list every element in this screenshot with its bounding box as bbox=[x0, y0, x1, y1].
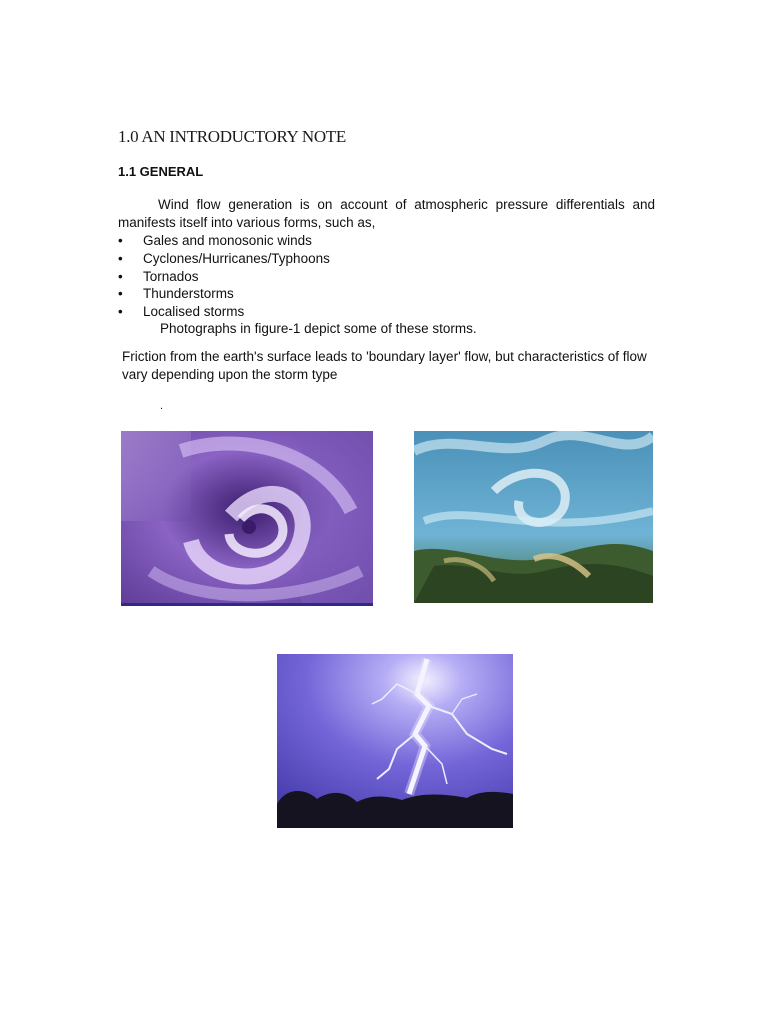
storm-over-land-satellite-photo-icon bbox=[414, 431, 653, 603]
list-item bbox=[118, 232, 330, 250]
cyclone-satellite-photo-icon bbox=[121, 431, 373, 606]
list-item bbox=[118, 250, 330, 268]
list-item bbox=[118, 303, 330, 321]
intro-paragraph: Wind flow generation is on account of atmospheric pressure differentials and manifests itself into various forms, such as, bbox=[118, 197, 655, 230]
storm-over-land-photo bbox=[414, 431, 653, 603]
bullet-icon: • bbox=[118, 250, 123, 266]
section-heading: 1.0 AN INTRODUCTORY NOTE bbox=[118, 127, 346, 146]
storm-types-list bbox=[118, 232, 330, 321]
list-item-text: Cyclones/Hurricanes/Typhoons bbox=[143, 250, 330, 266]
list-item-text: Gales and monosonic winds bbox=[143, 233, 312, 248]
subsection-heading: 1.1 GENERAL bbox=[118, 164, 204, 179]
bullet-icon: • bbox=[118, 233, 123, 248]
list-item bbox=[118, 268, 330, 286]
bullet-icon: • bbox=[118, 286, 123, 302]
list-item-text: Thunderstorms bbox=[143, 286, 234, 302]
bullet-icon: • bbox=[118, 304, 123, 320]
lightning-strike-photo-icon bbox=[277, 654, 513, 828]
bullet-icon: • bbox=[118, 268, 123, 284]
friction-paragraph: Friction from the earth's surface leads to 'boundary layer' flow, but characteristics of flow vary depending upon the storm type bbox=[122, 349, 647, 382]
stray-mark: . bbox=[160, 400, 164, 412]
photographs-note: Photographs in figure-1 depict some of these storms. bbox=[160, 321, 477, 336]
list-item bbox=[118, 285, 330, 303]
list-item-text: Tornados bbox=[143, 268, 199, 284]
lightning-photo bbox=[277, 654, 513, 828]
list-item-text: Localised storms bbox=[143, 304, 245, 320]
cyclone-photo bbox=[121, 431, 373, 606]
